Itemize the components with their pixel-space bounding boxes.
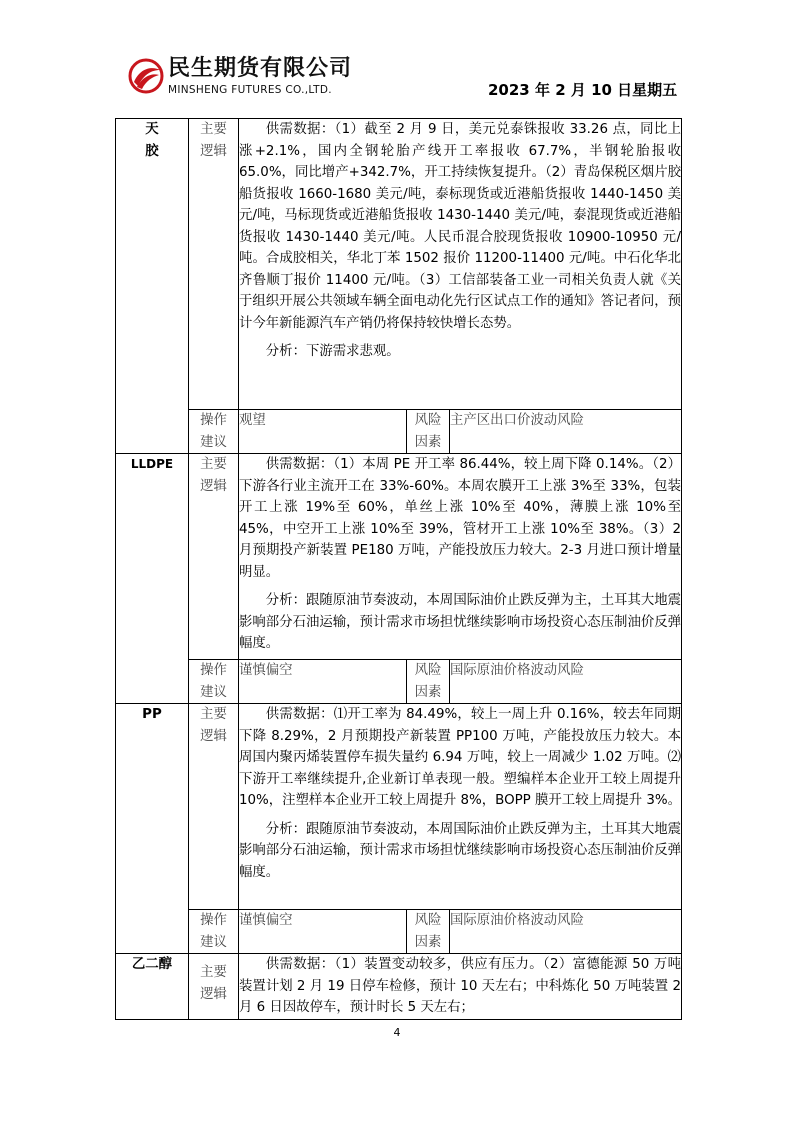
product-name: 天 胶 [116,119,189,454]
risk-label: 风险 因素 [407,910,450,954]
analysis-paragraph: 分析：跟随原油节奏波动，本周国际油价止跌反弹为主，土耳其大地震影响部分石油运输，预计需求市场担忧继续影响市场投资心态压制油价反弹幅度。 [239,821,682,880]
logo-text-cn: 民生期货有限公司 [168,56,353,81]
table-row [116,954,682,1020]
operation-value: 谨慎偏空 [239,910,407,954]
main-logic-label: 主要 逻辑 [189,454,239,660]
table-row [116,410,682,454]
risk-value: 主产区出口价波动风险 [450,410,682,454]
supply-demand-paragraph: 供需数据：（1）截至 2 月 9 日，美元兑泰铢报收 33.26 点，同比上涨+2.1%，国内全钢轮胎产线开工率报收 67.7%，半钢轮胎报收 65.0%，同比增产+342.7%，开工持续恢复提升。（2）青岛保税区烟片胶船货报收 1660-1680 美元/吨，泰标现货或近港船货报收 1440-1450 美元/吨，马标现货或近港船货报收 1430-1440 美元/吨，泰混现货或近港船货报收 1430-1440 美元/吨。人民币混合胶现货报收 10900-10950 元/吨。合成胶相关，华北丁苯 1502 报价 11200-11400 元/吨。中石化华北齐鲁顺丁报价 11400 元/吨。（3）工信部装备工业一司相关负责人就《关于组织开展公共领域车辆全面电动化先行区试点工作的通知》答记者问，预计今年新能源汽车产销仍将保持较快增长态势。 [239,122,682,331]
company-logo [128,56,368,100]
risk-label: 风险 因素 [407,660,450,704]
product-name: PP [116,704,189,954]
table-row [116,660,682,704]
main-logic-label: 主要 逻辑 [189,704,239,910]
main-logic-label: 主要 逻辑 [189,954,239,1020]
logo-text-en: MINSHENG FUTURES CO.,LTD. [168,84,332,96]
analysis-paragraph: 分析：跟随原油节奏波动，本周国际油价止跌反弹为主，土耳其大地震影响部分石油运输，预计需求市场担忧继续影响市场投资心态压制油价反弹幅度。 [239,593,682,651]
operation-label: 操作 建议 [189,660,239,704]
report-date: 2023 年 2 月 10 日星期五 [488,81,678,99]
table-row [116,119,682,410]
main-logic-content [239,454,682,660]
main-logic-content [239,954,682,1020]
main-logic-content [239,119,682,410]
table-row [116,704,682,910]
supply-demand-paragraph: 供需数据：（1）装置变动较多，供应有压力。（2）富德能源 50 万吨装置计划 2 月 19 日停车检修，预计 10 天左右；中科炼化 50 万吨装置 2 月 6 日因故停车，预计时长 5 天左右； [239,957,682,1015]
supply-demand-paragraph: 供需数据：⑴开工率为 84.49%，较上一周上升 0.16%，较去年同期下降 8.29%，2 月预期投产新装置 PP100 万吨，产能投放压力较大。本周国内聚丙烯装置停车损失量约 6.94 万吨，较上一周减少 1.02 万吨。⑵下游开工率继续提升,企业新订单表现一般。塑编样本企业开工较上周提升 10%，注塑样本企业开工较上周提升 8%，BOPP 膜开工较上周提升 3%。 [239,707,682,808]
table-row [116,454,682,660]
operation-value: 观望 [239,410,407,454]
risk-value: 国际原油价格波动风险 [450,910,682,954]
risk-value: 国际原油价格波动风险 [450,660,682,704]
risk-label: 风险 因素 [407,410,450,454]
supply-demand-paragraph: 供需数据：（1）本周 PE 开工率 86.44%，较上周下降 0.14%。（2）下游各行业主流开工在 33%-60%。本周农膜开工上涨 3%至 33%，包装开工上涨 19%至 60%，单丝上涨 10%至 40%，薄膜上涨 10%至 45%，中空开工上涨 10%至 39%，管材开工上涨 10%至 38%。（3）2 月预期投产新装置 PE180 万吨，产能投放压力较大。2-3 月进口预计增量明显。 [239,457,682,580]
page-number: 4 [393,1026,401,1039]
operation-label: 操作 建议 [189,910,239,954]
product-name: LLDPE [116,454,189,704]
table-row [116,910,682,954]
operation-value: 谨慎偏空 [239,660,407,704]
commodity-table [115,118,682,1020]
analysis-paragraph: 分析：下游需求悲观。 [265,344,400,359]
product-name: 乙二醇 [116,954,189,1020]
minsheng-logo-icon [128,58,164,94]
main-logic-content [239,704,682,910]
operation-label: 操作 建议 [189,410,239,454]
main-logic-label: 主要 逻辑 [189,119,239,410]
